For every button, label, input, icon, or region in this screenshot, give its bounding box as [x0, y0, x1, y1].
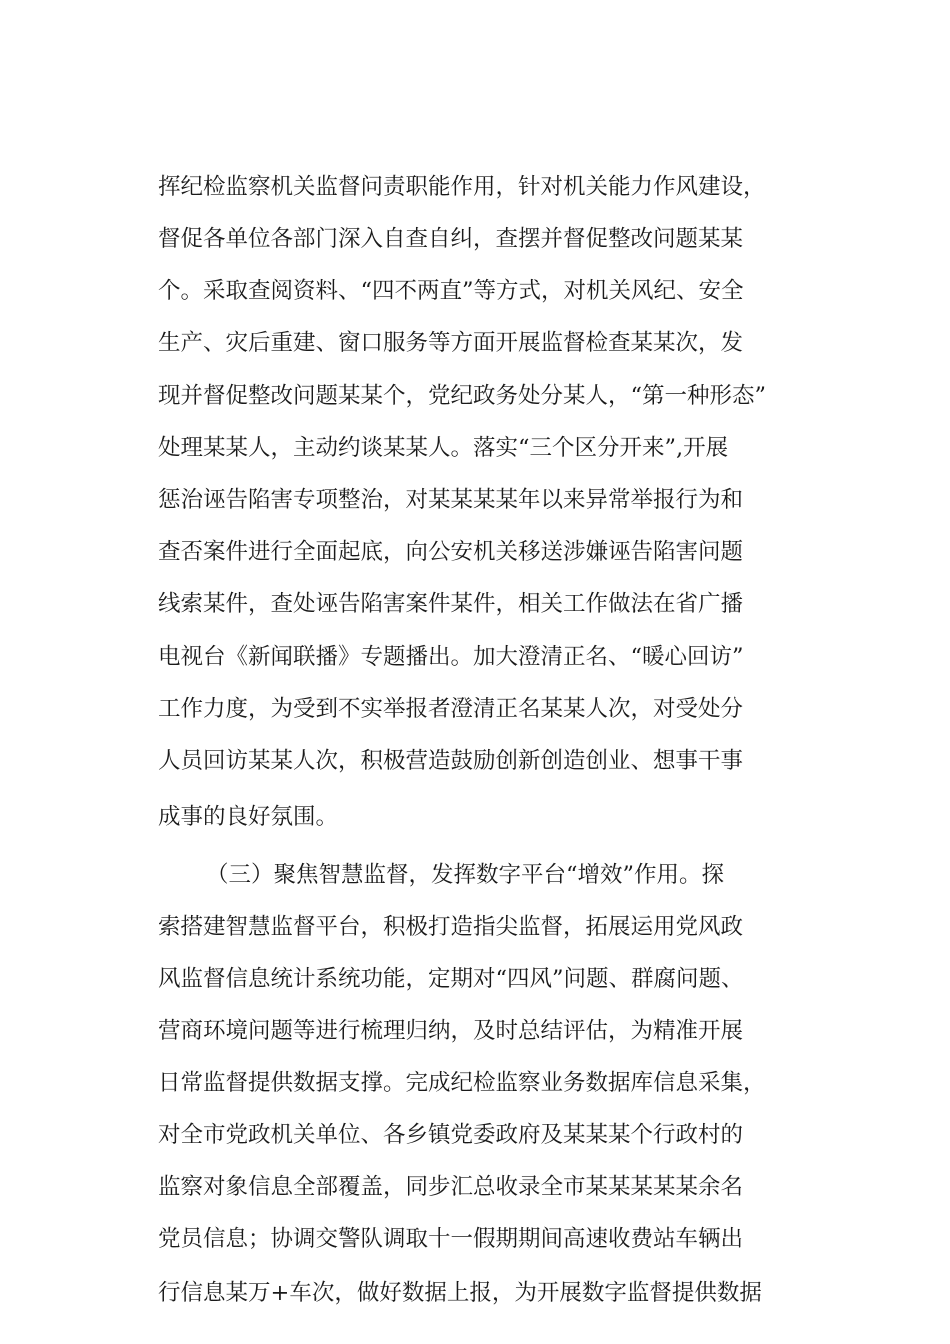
paragraph-line: 风监督信息统计系统功能，定期对“四风”问题、群腐问题、 — [158, 966, 744, 992]
paragraph-line: 工作力度，为受到不实举报者澄清正名某某人次，对受处分 — [158, 696, 744, 722]
paragraph-line: 查否案件进行全面起底，向公安机关移送涉嫌诬告陷害问题 — [158, 539, 744, 565]
paragraph-line: 个。采取查阅资料、“四不两直”等方式，对机关风纪、安全 — [158, 278, 744, 304]
paragraph-line: 现并督促整改问题某某个，党纪政务处分某人，“第一种形态” — [158, 383, 767, 409]
paragraph-line: 营商环境问题等进行梳理归纳，及时总结评估，为精准开展 — [158, 1018, 744, 1044]
paragraph-line: 处理某某人，主动约谈某某人。落实“三个区分开来”,开展 — [158, 435, 729, 461]
paragraph-line: 对全市党政机关单位、各乡镇党委政府及某某某个行政村的 — [158, 1122, 744, 1148]
paragraph-line: 人员回访某某人次，积极营造鼓励创新创造创业、想事干事 — [158, 748, 744, 774]
paragraph-line: 索搭建智慧监督平台，积极打造指尖监督，拓展运用党风政 — [158, 914, 744, 940]
paragraph-line: 成事的良好氛围。 — [158, 804, 339, 830]
paragraph-line: 挥纪检监察机关监督问责职能作用，针对机关能力作风建设， — [158, 174, 766, 200]
paragraph-line: 督促各单位各部门深入自查自纠，查摆并督促整改问题某某 — [158, 226, 744, 252]
section-heading-line: （三）聚焦智慧监督，发挥数字平台“增效”作用。探 — [206, 862, 725, 888]
paragraph-line: 行信息某万+车次，做好数据上报，为开展数字监督提供数据 — [158, 1280, 762, 1306]
paragraph-line: 监察对象信息全部覆盖，同步汇总收录全市某某某某某余名 — [158, 1174, 744, 1200]
paragraph-line: 惩治诬告陷害专项整治，对某某某某年以来异常举报行为和 — [158, 487, 744, 513]
paragraph-line: 电视台《新闻联播》专题播出。加大澄清正名、“暖心回访” — [158, 644, 744, 670]
paragraph-line: 党员信息；协调交警队调取十一假期期间高速收费站车辆出 — [158, 1226, 744, 1252]
paragraph-line: 生产、灾后重建、窗口服务等方面开展监督检查某某次，发 — [158, 330, 744, 356]
paragraph-line: 日常监督提供数据支撑。完成纪检监察业务数据库信息采集， — [158, 1070, 766, 1096]
paragraph-line: 线索某件，查处诬告陷害案件某件，相关工作做法在省广播 — [158, 591, 744, 617]
